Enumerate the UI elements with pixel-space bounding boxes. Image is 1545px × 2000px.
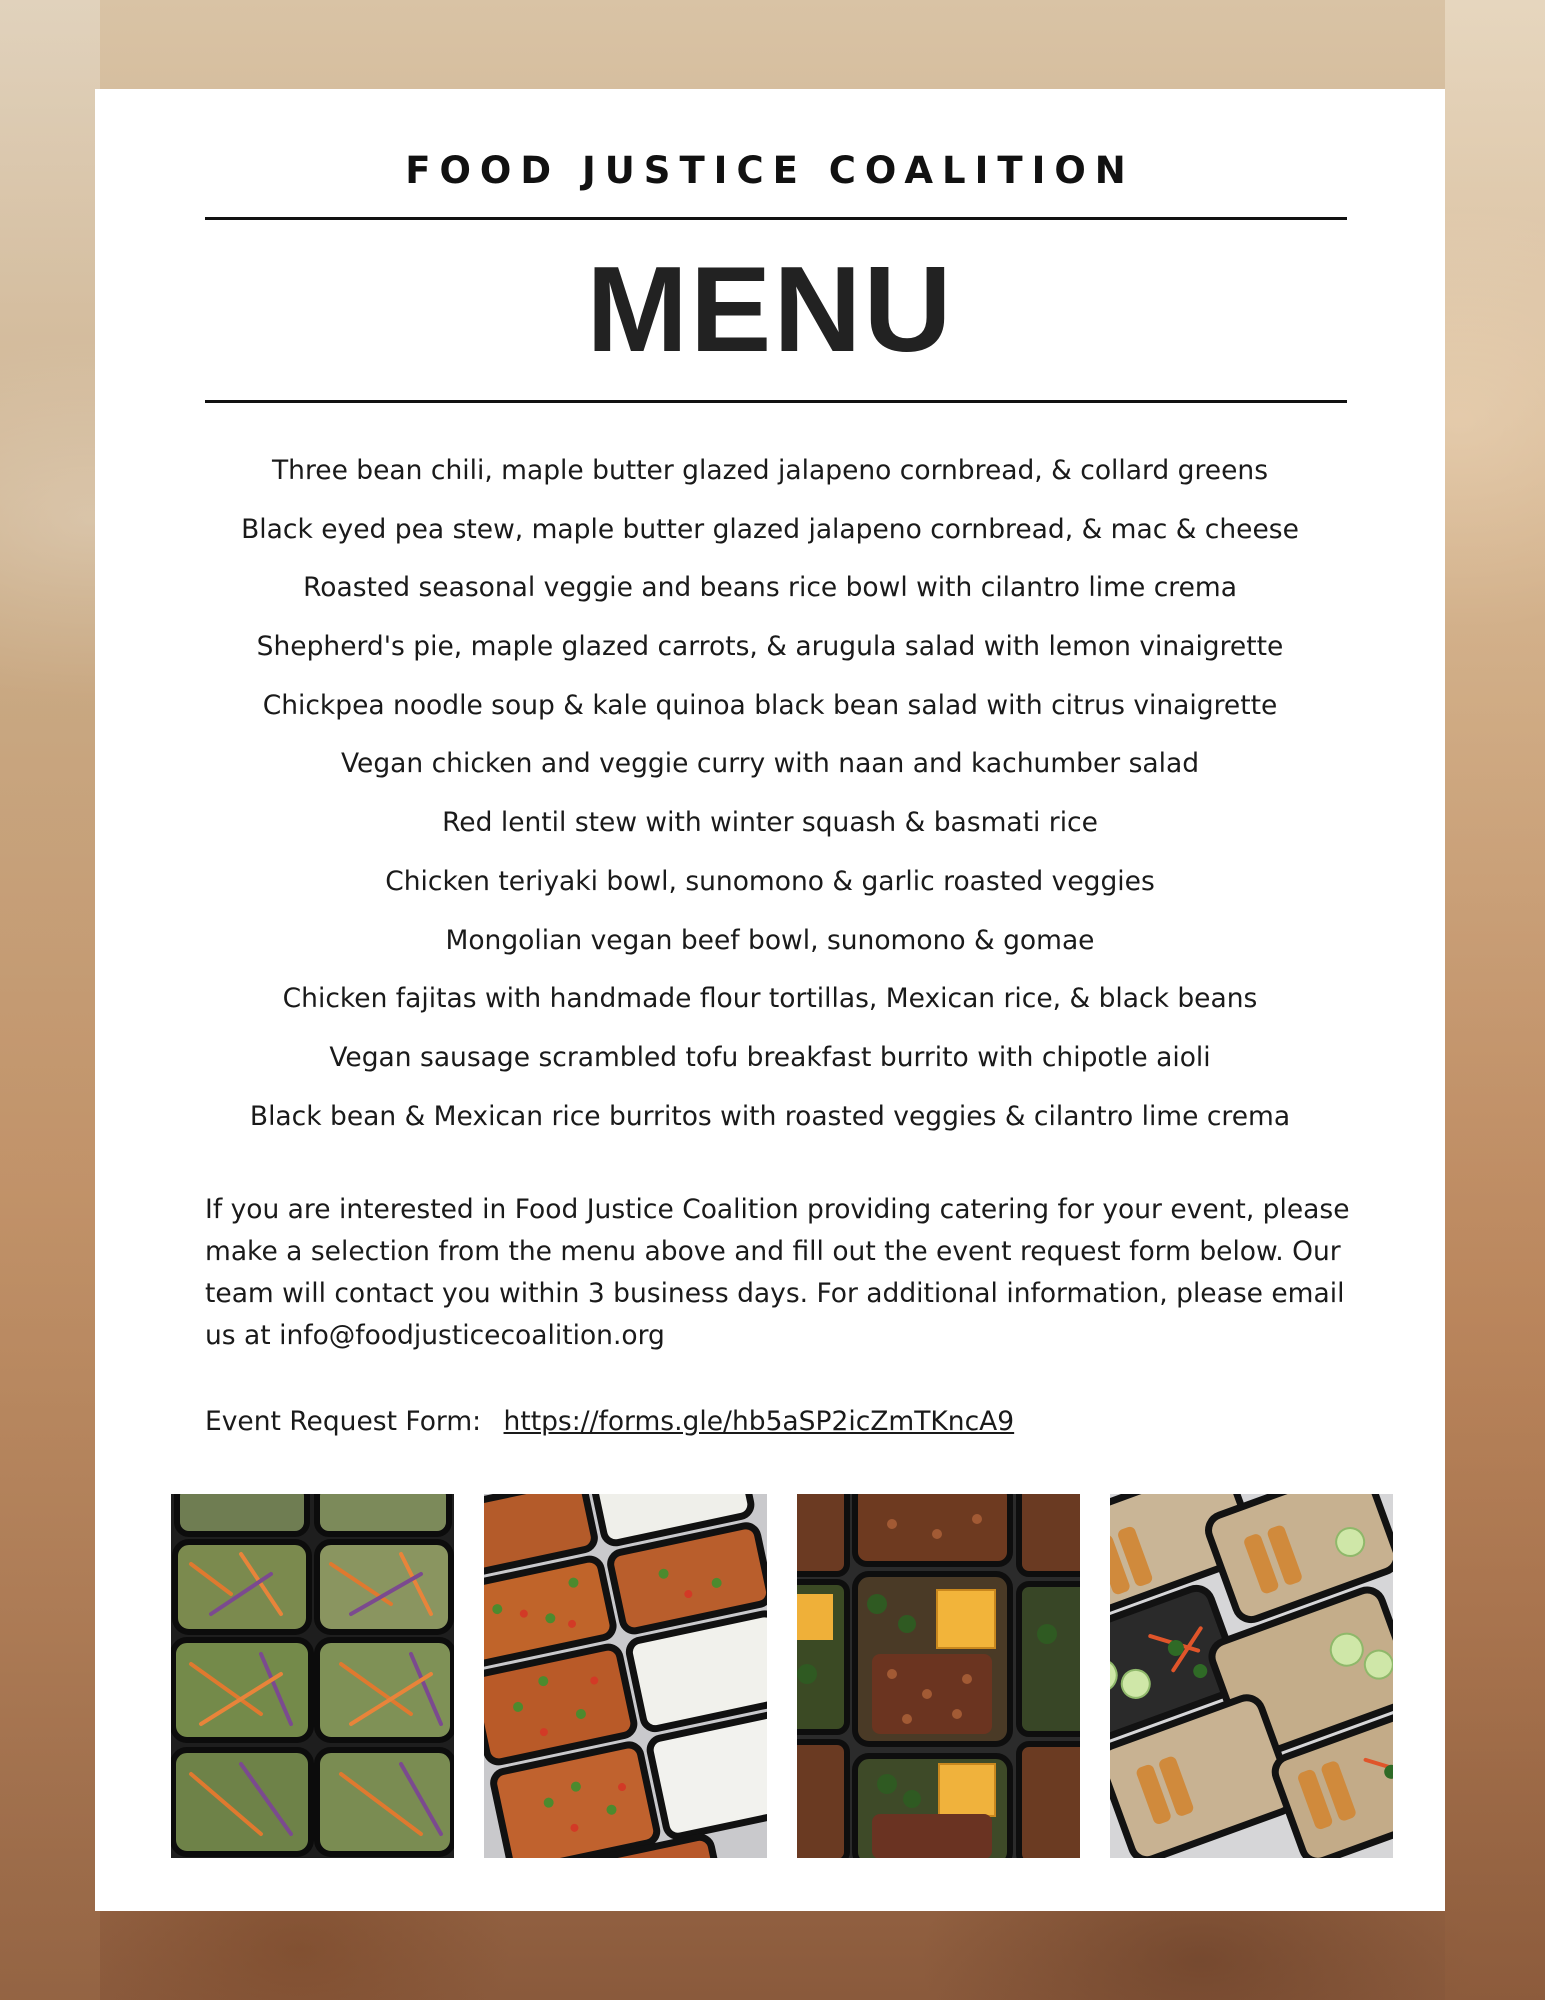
menu-item: Chicken fajitas with handmade flour tortillas, Mexican rice, & black beans — [282, 983, 1258, 1015]
menu-item: Vegan sausage scrambled tofu breakfast burrito with chipotle aioli — [329, 1041, 1211, 1073]
top-divider — [205, 217, 1347, 220]
menu-item: Roasted seasonal veggie and beans rice bowl with cilantro lime crema — [303, 572, 1237, 604]
menu-card — [95, 89, 1445, 1911]
background-blur-left — [0, 0, 100, 2000]
event-request-form-label: Event Request Form: — [205, 1406, 482, 1437]
organization-name: FOOD JUSTICE COALITION — [405, 149, 1135, 192]
menu-item: Red lentil stew with winter squash & basmati rice — [442, 807, 1098, 839]
page-title: MENU — [586, 241, 954, 377]
background-blur-right — [1445, 0, 1545, 2000]
event-request-form-link[interactable]: https://forms.gle/hb5aSP2icZmTKncA9 — [503, 1406, 1015, 1437]
event-request-form-line — [205, 1401, 1014, 1443]
menu-item: Shepherd's pie, maple glazed carrots, & arugula salad with lemon vinaigrette — [256, 631, 1284, 663]
menu-item: Chickpea noodle soup & kale quinoa black bean salad with citrus vinaigrette — [262, 689, 1278, 721]
bottom-divider — [205, 400, 1347, 403]
photo-gallery — [171, 1494, 1371, 1858]
curry-rice-containers-photo — [484, 1494, 767, 1858]
stew-cornbread-containers-photo — [797, 1494, 1080, 1858]
salad-containers-photo — [171, 1494, 454, 1858]
menu-item: Black bean & Mexican rice burritos with roasted veggies & cilantro lime crema — [249, 1100, 1291, 1132]
menu-item: Mongolian vegan beef bowl, sunomono & gomae — [445, 924, 1095, 956]
tofu-rice-containers-photo — [1110, 1494, 1393, 1858]
menu-list — [155, 442, 1385, 1146]
menu-item: Black eyed pea stew, maple butter glazed jalapeno cornbread, & mac & cheese — [241, 513, 1299, 545]
catering-info-paragraph: If you are interested in Food Justice Coalition providing catering for your event, please make a selection from the menu above and fill out the event request form below. Our team will contact you within 3 business days. For additional information, please email us at info@foodjusticecoalition.org — [205, 1194, 1350, 1351]
menu-item: Chicken teriyaki bowl, sunomono & garlic roasted veggies — [385, 865, 1155, 897]
menu-item: Three bean chili, maple butter glazed jalapeno cornbread, & collard greens — [271, 455, 1269, 486]
menu-item: Vegan chicken and veggie curry with naan and kachumber salad — [340, 748, 1200, 780]
